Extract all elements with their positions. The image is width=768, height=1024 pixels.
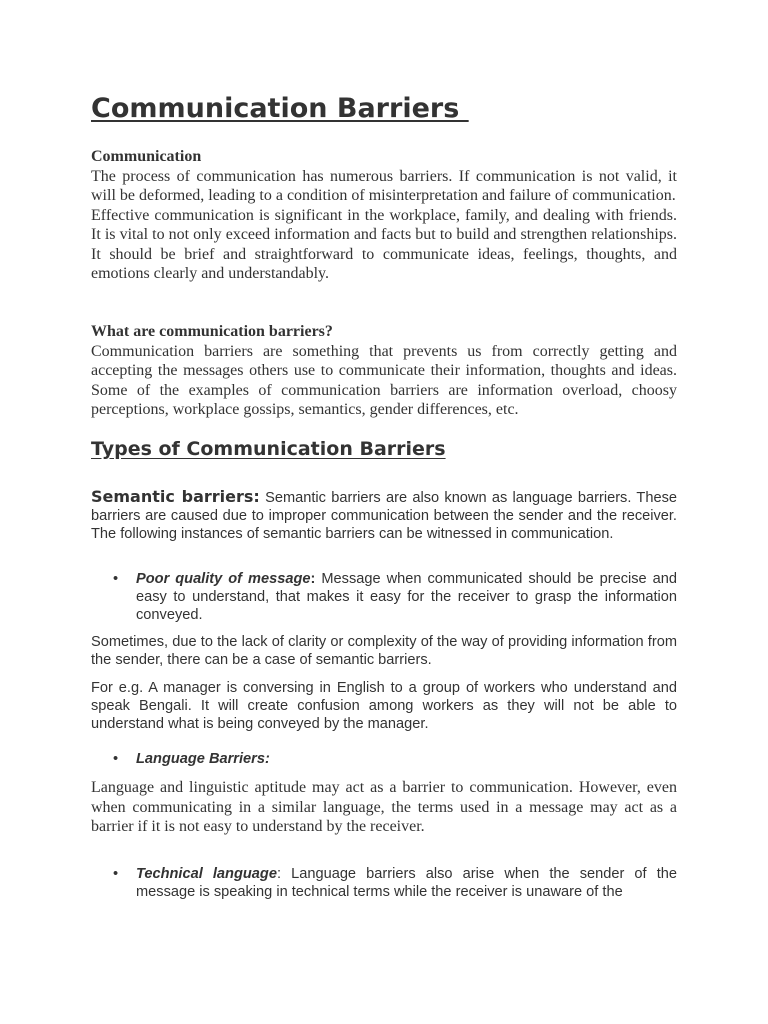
semantic-barriers-text: Semantic barriers are also known as language barriers. These barriers are caused due to improper communication between the sender and the receiver. The following instances of semantic barriers can be witnessed in communication. (91, 490, 677, 543)
paragraph-communication-2: Effective communication is significant in the workplace, family, and dealing with friends. It is vital to not only exceed information and facts but to build and strengthen relationships. It should be brief and straightforward to communicate ideas, feelings, thoughts, and emotions clearly and understandably. (91, 206, 677, 282)
paragraph-example: For e.g. A manager is conversing in English to a group of workers who understand and speak Bengali. It will create confusion among workers as they will not be able to understand what is being conveyed by the manager. (91, 680, 677, 733)
section-what-are-barriers (91, 322, 677, 420)
technical-language-lead: Technical language (136, 866, 277, 882)
section-heading-what-are-barriers: What are communication barriers? (91, 323, 333, 340)
document-title: Communication Barriers (91, 93, 469, 124)
bullet-dot: • (113, 751, 119, 767)
types-heading: Types of Communication Barriers (91, 438, 446, 460)
section-heading-communication: Communication (91, 148, 202, 165)
bullet-dot: • (113, 571, 119, 587)
paragraph-what-are-barriers: Communication barriers are something that prevents us from correctly getting and accepting the messages others use to communicate their information, thoughts and ideas. Some of the examples of communication barriers are information overload, choosy perceptions, workplace gossips, semantics, gender differences, etc. (91, 342, 677, 418)
section-communication (91, 147, 677, 284)
technical-language-sep: : (276, 866, 282, 882)
poor-quality-sep: : (310, 571, 316, 587)
paragraph-linguistic: Language and linguistic aptitude may act as a barrier to communication. However, even when communicating in a similar language, the terms used in a message may act as a barrier if it is not easy to understand by the receiver. (91, 779, 677, 835)
paragraph-sometimes: Sometimes, due to the lack of clarity or complexity of the way of providing information from the sender, there can be a case of semantic barriers. (91, 634, 677, 669)
paragraph-semantic-barriers (91, 488, 677, 544)
list-item-poor-quality-text (136, 570, 677, 625)
poor-quality-lead: Poor quality of message (136, 571, 311, 587)
language-barriers-lead: Language Barriers: (136, 751, 270, 767)
paragraph-communication-1: The process of communication has numerous barriers. If communication is not valid, it will be deformed, leading to a condition of misinterpretation and failure of communication. (91, 167, 677, 204)
technical-language-text: Language barriers also arise when the sender of the message is speaking in technical terms while the receiver is unaware of the (136, 866, 677, 901)
semantic-barriers-lead: Semantic barriers: (91, 487, 260, 506)
list-item-language-barriers-text (136, 750, 677, 768)
list-item-technical-language-text (136, 865, 677, 901)
poor-quality-text: Message when communicated should be precise and easy to understand, that makes it easy for the receiver to grasp the information conveyed. (136, 571, 677, 624)
bullet-dot: • (113, 866, 119, 882)
